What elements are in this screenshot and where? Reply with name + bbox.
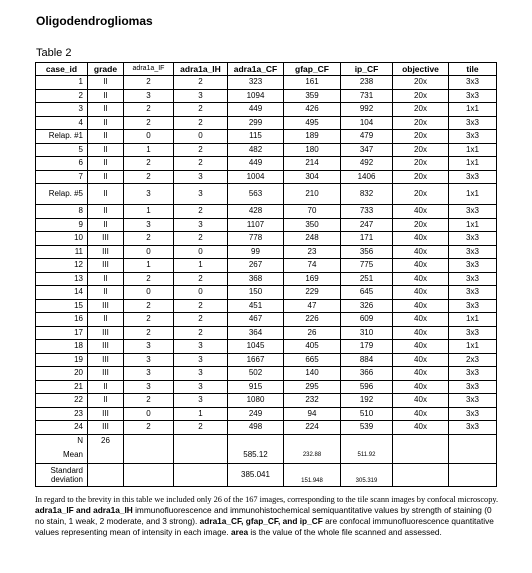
cell-objective: 40x <box>393 245 449 259</box>
cell-tile: 3x3 <box>449 272 497 286</box>
cell-tile: 1x1 <box>449 103 497 117</box>
cell-adra1a-ih: 2 <box>174 272 228 286</box>
cell-objective: 40x <box>393 367 449 381</box>
cell-grade: III <box>88 259 124 273</box>
cell-objective: 40x <box>393 205 449 219</box>
cell-ip-cf: 596 <box>341 380 393 394</box>
cell-case-id: 3 <box>36 103 88 117</box>
col-header-gfap-cf: gfap_CF <box>284 63 341 76</box>
cell-gfap-cf: 248 <box>284 232 341 246</box>
cell-adra1a-if: 3 <box>124 218 174 232</box>
cell-case-id: 9 <box>36 218 88 232</box>
cell-ip-cf: 609 <box>341 313 393 327</box>
cell-objective: 20x <box>393 76 449 90</box>
cell-adra1a-ih: 3 <box>174 367 228 381</box>
cell-grade: III <box>88 232 124 246</box>
cell-tile: 3x3 <box>449 299 497 313</box>
cell-objective: 20x <box>393 184 449 205</box>
cell-gfap-cf: 304 <box>284 170 341 184</box>
cell-grade: III <box>88 421 124 435</box>
cell-gfap-cf: 74 <box>284 259 341 273</box>
cell-adra1a-ih: 2 <box>174 205 228 219</box>
cell-gfap-cf: 295 <box>284 380 341 394</box>
col-header-ip-cf: ip_CF <box>341 63 393 76</box>
cell-ip-cf: 171 <box>341 232 393 246</box>
cell-case-id: 18 <box>36 340 88 354</box>
cell-objective: 20x <box>393 103 449 117</box>
table-row <box>36 326 497 340</box>
table-row <box>36 313 497 327</box>
cell-objective: 40x <box>393 299 449 313</box>
table-row <box>36 89 497 103</box>
table-row <box>36 218 497 232</box>
summary-row-sd <box>36 464 497 487</box>
cell-case-id: 5 <box>36 143 88 157</box>
cell-gfap-cf: 161 <box>284 76 341 90</box>
cell-tile: 1x1 <box>449 143 497 157</box>
cell-case-id: 6 <box>36 157 88 171</box>
cell-case-id: 20 <box>36 367 88 381</box>
cell-adra1a-if: 3 <box>124 89 174 103</box>
table-row <box>36 184 497 205</box>
cell-tile: 3x3 <box>449 326 497 340</box>
cell-ip-cf: 539 <box>341 421 393 435</box>
cell-objective: 40x <box>393 286 449 300</box>
summary-section <box>36 434 497 487</box>
cell-adra1a-cf: 364 <box>228 326 284 340</box>
cell-adra1a-cf: 267 <box>228 259 284 273</box>
cell-ip-cf: 104 <box>341 116 393 130</box>
cell-objective: 40x <box>393 380 449 394</box>
cell-grade: II <box>88 89 124 103</box>
table-row <box>36 380 497 394</box>
cell-adra1a-cf: 1045 <box>228 340 284 354</box>
cell-adra1a-cf: 1080 <box>228 394 284 408</box>
cell-adra1a-cf: 778 <box>228 232 284 246</box>
summary-label-sd: Standard deviation <box>36 464 88 487</box>
cell-adra1a-if: 0 <box>124 407 174 421</box>
cell-adra1a-cf: 482 <box>228 143 284 157</box>
cell-gfap-cf: 426 <box>284 103 341 117</box>
cell-case-id: 19 <box>36 353 88 367</box>
cell-adra1a-if: 1 <box>124 143 174 157</box>
cell-tile: 3x3 <box>449 130 497 144</box>
cell-tile: 3x3 <box>449 205 497 219</box>
cell-grade: III <box>88 326 124 340</box>
col-header-adra1a-ih: adra1a_IH <box>174 63 228 76</box>
cell-case-id: 21 <box>36 380 88 394</box>
cell-adra1a-if: 0 <box>124 286 174 300</box>
cell-ip-cf: 192 <box>341 394 393 408</box>
cell-tile: 3x3 <box>449 394 497 408</box>
cell-case-id: 15 <box>36 299 88 313</box>
cell-objective: 40x <box>393 313 449 327</box>
cell-objective: 40x <box>393 232 449 246</box>
cell-tile: 1x1 <box>449 218 497 232</box>
summary-mean-gfap-cf: 232.88 <box>284 447 341 464</box>
cell-adra1a-cf: 1004 <box>228 170 284 184</box>
cell-adra1a-if: 2 <box>124 421 174 435</box>
cell-adra1a-ih: 2 <box>174 421 228 435</box>
cell-adra1a-ih: 3 <box>174 340 228 354</box>
cell-tile: 3x3 <box>449 232 497 246</box>
cell-gfap-cf: 214 <box>284 157 341 171</box>
cell-case-id: 12 <box>36 259 88 273</box>
col-header-adra1a-cf: adra1a_CF <box>228 63 284 76</box>
table-row <box>36 394 497 408</box>
col-header-case-id: case_id <box>36 63 88 76</box>
table-row <box>36 340 497 354</box>
header-row <box>36 63 497 76</box>
cell-adra1a-cf: 299 <box>228 116 284 130</box>
cell-adra1a-if: 3 <box>124 184 174 205</box>
cell-gfap-cf: 229 <box>284 286 341 300</box>
cell-adra1a-cf: 249 <box>228 407 284 421</box>
cell-ip-cf: 645 <box>341 286 393 300</box>
cell-adra1a-ih: 3 <box>174 353 228 367</box>
cell-adra1a-ih: 2 <box>174 103 228 117</box>
cell-tile: 2x3 <box>449 353 497 367</box>
cell-adra1a-if: 0 <box>124 245 174 259</box>
cell-adra1a-cf: 428 <box>228 205 284 219</box>
cell-ip-cf: 992 <box>341 103 393 117</box>
cell-adra1a-if: 2 <box>124 157 174 171</box>
cell-adra1a-cf: 115 <box>228 130 284 144</box>
cell-case-id: 22 <box>36 394 88 408</box>
cell-tile: 3x3 <box>449 286 497 300</box>
cell-objective: 40x <box>393 272 449 286</box>
cell-adra1a-cf: 563 <box>228 184 284 205</box>
cell-grade: III <box>88 299 124 313</box>
cell-adra1a-cf: 449 <box>228 157 284 171</box>
cell-objective: 20x <box>393 157 449 171</box>
cell-ip-cf: 510 <box>341 407 393 421</box>
cell-grade: II <box>88 116 124 130</box>
cell-adra1a-if: 2 <box>124 116 174 130</box>
table-row <box>36 259 497 273</box>
cell-ip-cf: 832 <box>341 184 393 205</box>
cell-tile: 3x3 <box>449 407 497 421</box>
table-row <box>36 76 497 90</box>
cell-adra1a-ih: 3 <box>174 89 228 103</box>
cell-adra1a-if: 3 <box>124 340 174 354</box>
cell-gfap-cf: 405 <box>284 340 341 354</box>
cell-adra1a-if: 2 <box>124 103 174 117</box>
table-row <box>36 421 497 435</box>
cell-adra1a-ih: 2 <box>174 232 228 246</box>
cell-adra1a-if: 2 <box>124 272 174 286</box>
cell-gfap-cf: 210 <box>284 184 341 205</box>
cell-objective: 20x <box>393 143 449 157</box>
cell-gfap-cf: 350 <box>284 218 341 232</box>
col-header-grade: grade <box>88 63 124 76</box>
cell-ip-cf: 479 <box>341 130 393 144</box>
cell-case-id: 8 <box>36 205 88 219</box>
cell-adra1a-cf: 99 <box>228 245 284 259</box>
cell-adra1a-ih: 2 <box>174 326 228 340</box>
summary-mean-ip-cf: 511.92 <box>341 447 393 464</box>
cell-gfap-cf: 140 <box>284 367 341 381</box>
cell-gfap-cf: 169 <box>284 272 341 286</box>
table-row <box>36 170 497 184</box>
cell-grade: II <box>88 157 124 171</box>
cell-tile: 3x3 <box>449 380 497 394</box>
cell-tile: 1x1 <box>449 157 497 171</box>
table-row <box>36 205 497 219</box>
cell-adra1a-cf: 1667 <box>228 353 284 367</box>
summary-value-n: 26 <box>88 434 124 447</box>
cell-adra1a-if: 2 <box>124 170 174 184</box>
cell-tile: 3x3 <box>449 116 497 130</box>
cell-adra1a-ih: 2 <box>174 313 228 327</box>
cell-ip-cf: 347 <box>341 143 393 157</box>
cell-objective: 20x <box>393 130 449 144</box>
table-row <box>36 157 497 171</box>
cell-adra1a-cf: 467 <box>228 313 284 327</box>
cell-adra1a-cf: 150 <box>228 286 284 300</box>
document-title: Oligodendrogliomas <box>36 14 153 28</box>
cell-tile: 3x3 <box>449 421 497 435</box>
cell-adra1a-ih: 2 <box>174 143 228 157</box>
table-row <box>36 130 497 144</box>
cell-case-id: 1 <box>36 76 88 90</box>
cell-tile: 3x3 <box>449 170 497 184</box>
cell-case-id: 4 <box>36 116 88 130</box>
cell-case-id: Relap. #5 <box>36 184 88 205</box>
table-row <box>36 103 497 117</box>
cell-adra1a-if: 1 <box>124 259 174 273</box>
table-row <box>36 299 497 313</box>
cell-grade: II <box>88 272 124 286</box>
cell-adra1a-ih: 0 <box>174 286 228 300</box>
cell-objective: 40x <box>393 259 449 273</box>
cell-ip-cf: 492 <box>341 157 393 171</box>
cell-grade: II <box>88 380 124 394</box>
cell-tile: 3x3 <box>449 367 497 381</box>
cell-objective: 40x <box>393 394 449 408</box>
cell-ip-cf: 884 <box>341 353 393 367</box>
table-row <box>36 245 497 259</box>
cell-case-id: 24 <box>36 421 88 435</box>
cell-grade: II <box>88 130 124 144</box>
summary-sd-adra1a-cf: 385.041 <box>228 464 284 487</box>
cell-adra1a-ih: 2 <box>174 76 228 90</box>
cell-case-id: 14 <box>36 286 88 300</box>
cell-adra1a-if: 2 <box>124 232 174 246</box>
table-row <box>36 367 497 381</box>
table-row <box>36 353 497 367</box>
cell-ip-cf: 326 <box>341 299 393 313</box>
cell-objective: 40x <box>393 326 449 340</box>
cell-grade: III <box>88 367 124 381</box>
cell-tile: 1x1 <box>449 340 497 354</box>
cell-adra1a-ih: 3 <box>174 394 228 408</box>
col-header-adra1a-if: adra1a_IF <box>124 63 174 76</box>
cell-case-id: 23 <box>36 407 88 421</box>
cell-adra1a-if: 2 <box>124 299 174 313</box>
cell-case-id: 7 <box>36 170 88 184</box>
table-caption: Table 2 <box>36 47 72 59</box>
cell-adra1a-ih: 0 <box>174 130 228 144</box>
cell-adra1a-ih: 2 <box>174 157 228 171</box>
cell-objective: 20x <box>393 218 449 232</box>
cell-gfap-cf: 224 <box>284 421 341 435</box>
cell-ip-cf: 310 <box>341 326 393 340</box>
cell-objective: 20x <box>393 89 449 103</box>
cell-tile: 3x3 <box>449 76 497 90</box>
cell-gfap-cf: 226 <box>284 313 341 327</box>
cell-tile: 1x1 <box>449 184 497 205</box>
cell-adra1a-ih: 3 <box>174 218 228 232</box>
cell-ip-cf: 179 <box>341 340 393 354</box>
cell-objective: 40x <box>393 407 449 421</box>
table-row <box>36 272 497 286</box>
cell-adra1a-cf: 915 <box>228 380 284 394</box>
cell-case-id: 16 <box>36 313 88 327</box>
table-footnote: In regard to the brevity in this table we included only 26 of the 167 images, corresponding to the tile scann images by confocal microscopy. adra1a_IF and adra1a_IH immunofluorescence and immunohistochemical semiquantitative values by strength of staining (0 no stain, 1 weak, 2 moderate, and 3 strong). adra1a_CF, gfap_CF, and ip_CF are confocal immunofluorescence quantitative values representing mean of intensity in each image. area is the value of the whole file scanned and assessed. <box>35 495 499 537</box>
cell-adra1a-if: 0 <box>124 130 174 144</box>
cell-case-id: 17 <box>36 326 88 340</box>
cell-adra1a-if: 3 <box>124 353 174 367</box>
cell-gfap-cf: 94 <box>284 407 341 421</box>
cell-grade: II <box>88 313 124 327</box>
cell-adra1a-if: 3 <box>124 367 174 381</box>
summary-sd-gfap-cf: 151.948 <box>284 464 341 487</box>
cell-gfap-cf: 232 <box>284 394 341 408</box>
summary-mean-adra1a-cf: 585.12 <box>228 447 284 464</box>
cell-adra1a-if: 3 <box>124 380 174 394</box>
cell-grade: II <box>88 184 124 205</box>
cell-ip-cf: 775 <box>341 259 393 273</box>
cell-adra1a-if: 2 <box>124 76 174 90</box>
cell-adra1a-ih: 2 <box>174 299 228 313</box>
cell-adra1a-cf: 449 <box>228 103 284 117</box>
table-row <box>36 286 497 300</box>
cell-adra1a-cf: 368 <box>228 272 284 286</box>
cell-grade: II <box>88 218 124 232</box>
cell-adra1a-cf: 1094 <box>228 89 284 103</box>
cell-gfap-cf: 359 <box>284 89 341 103</box>
summary-row-mean <box>36 447 497 464</box>
summary-label-n: N <box>36 434 88 447</box>
cell-tile: 3x3 <box>449 89 497 103</box>
table-row <box>36 143 497 157</box>
cell-adra1a-ih: 1 <box>174 259 228 273</box>
cell-adra1a-cf: 451 <box>228 299 284 313</box>
table-row <box>36 407 497 421</box>
cell-gfap-cf: 495 <box>284 116 341 130</box>
cell-adra1a-ih: 2 <box>174 116 228 130</box>
cell-gfap-cf: 189 <box>284 130 341 144</box>
cell-grade: II <box>88 394 124 408</box>
table-body <box>36 76 497 435</box>
cell-adra1a-ih: 3 <box>174 184 228 205</box>
cell-tile: 1x1 <box>449 313 497 327</box>
cell-grade: III <box>88 353 124 367</box>
cell-adra1a-cf: 1107 <box>228 218 284 232</box>
cell-ip-cf: 731 <box>341 89 393 103</box>
cell-gfap-cf: 47 <box>284 299 341 313</box>
cell-adra1a-cf: 323 <box>228 76 284 90</box>
cell-ip-cf: 366 <box>341 367 393 381</box>
cell-grade: II <box>88 143 124 157</box>
cell-ip-cf: 247 <box>341 218 393 232</box>
cell-case-id: 11 <box>36 245 88 259</box>
cell-objective: 40x <box>393 340 449 354</box>
cell-objective: 20x <box>393 170 449 184</box>
cell-grade: III <box>88 340 124 354</box>
table-row <box>36 116 497 130</box>
summary-sd-ip-cf: 305.319 <box>341 464 393 487</box>
cell-adra1a-if: 2 <box>124 326 174 340</box>
cell-adra1a-if: 2 <box>124 394 174 408</box>
cell-case-id: 2 <box>36 89 88 103</box>
cell-ip-cf: 356 <box>341 245 393 259</box>
cell-adra1a-ih: 3 <box>174 380 228 394</box>
cell-ip-cf: 251 <box>341 272 393 286</box>
cell-grade: II <box>88 286 124 300</box>
summary-label-mean: Mean <box>36 447 88 464</box>
col-header-objective: objective <box>393 63 449 76</box>
cell-adra1a-ih: 3 <box>174 170 228 184</box>
cell-grade: II <box>88 76 124 90</box>
data-table <box>35 62 497 487</box>
cell-adra1a-if: 1 <box>124 205 174 219</box>
cell-tile: 3x3 <box>449 259 497 273</box>
cell-grade: II <box>88 103 124 117</box>
cell-case-id: 10 <box>36 232 88 246</box>
col-header-tile: tile <box>449 63 497 76</box>
cell-adra1a-cf: 502 <box>228 367 284 381</box>
cell-grade: III <box>88 407 124 421</box>
cell-grade: II <box>88 205 124 219</box>
cell-adra1a-cf: 498 <box>228 421 284 435</box>
cell-grade: II <box>88 170 124 184</box>
cell-objective: 40x <box>393 353 449 367</box>
summary-row-n <box>36 434 497 447</box>
cell-case-id: Relap. #1 <box>36 130 88 144</box>
cell-ip-cf: 733 <box>341 205 393 219</box>
cell-adra1a-if: 2 <box>124 313 174 327</box>
cell-ip-cf: 1406 <box>341 170 393 184</box>
cell-objective: 20x <box>393 116 449 130</box>
cell-gfap-cf: 23 <box>284 245 341 259</box>
table-row <box>36 232 497 246</box>
cell-objective: 40x <box>393 421 449 435</box>
cell-gfap-cf: 70 <box>284 205 341 219</box>
cell-gfap-cf: 26 <box>284 326 341 340</box>
cell-case-id: 13 <box>36 272 88 286</box>
cell-gfap-cf: 665 <box>284 353 341 367</box>
cell-adra1a-ih: 1 <box>174 407 228 421</box>
cell-grade: III <box>88 245 124 259</box>
cell-ip-cf: 238 <box>341 76 393 90</box>
cell-tile: 3x3 <box>449 245 497 259</box>
cell-adra1a-ih: 0 <box>174 245 228 259</box>
cell-gfap-cf: 180 <box>284 143 341 157</box>
